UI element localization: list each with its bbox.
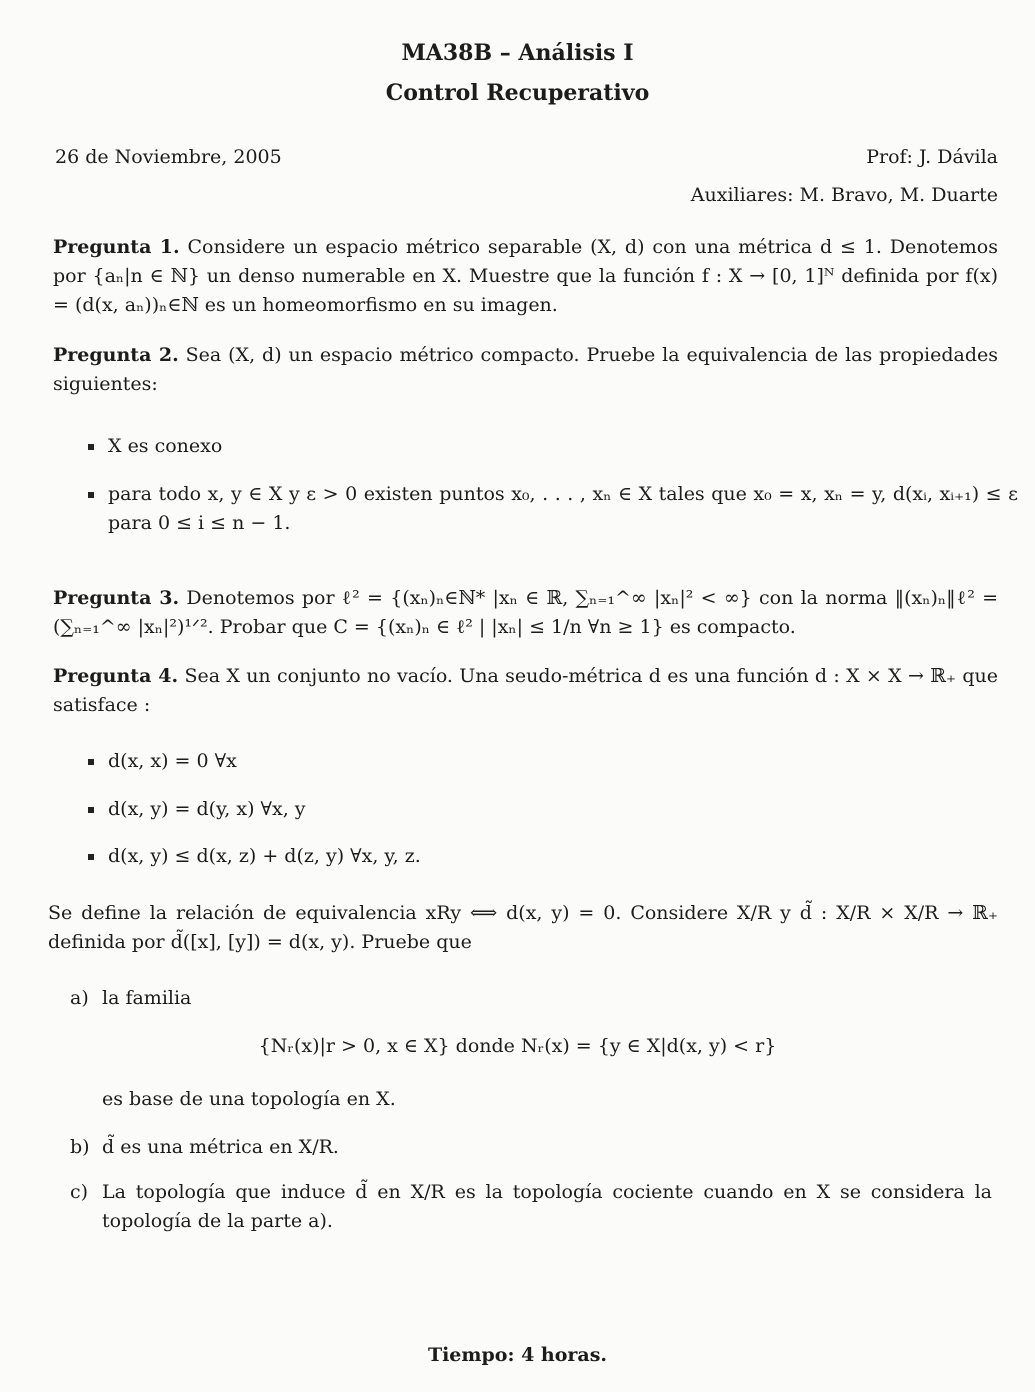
question-3-label: Pregunta 3. [53, 587, 180, 609]
part-a-continuation-text: es base de una topología en X. [102, 1088, 396, 1110]
part-b-text: d̃ es una métrica en X/R. [102, 1136, 339, 1158]
question-4-bullet: d(x, y) ≤ d(x, z) + d(z, y) ∀x, y, z. [88, 842, 1018, 871]
assistants: Auxiliares: M. Bravo, M. Duarte [690, 184, 998, 206]
part-a-text: la familia [102, 987, 192, 1009]
neighborhood-formula: {Nᵣ(x)|r > 0, x ∈ X} donde Nᵣ(x) = {y ∈ X|d(x, y) < r} [258, 1035, 777, 1057]
professor: Prof: J. Dávila [866, 146, 998, 168]
question-4-bullet: d(x, x) = 0 ∀x [88, 747, 1018, 776]
question-2-bullet: para todo x, y ∈ X y ε > 0 existen puntos x₀, . . . , xₙ ∈ X tales que x₀ = x, xₙ = y, d(xᵢ, xᵢ₊₁) ≤ ε para 0 ≤ i ≤ n − 1. [88, 480, 1018, 538]
question-1-label: Pregunta 1. [53, 236, 180, 258]
question-3 [53, 584, 998, 642]
question-1-text: Considere un espacio métrico separable (X, d) con una métrica d ≤ 1. Denotemos por {aₙ|n ∈ ℕ} un denso numerable en X. Muestre que la función f : X → [0, 1]ᴺ definida por f(x) = (d(x, aₙ))ₙ∈ℕ es un homeomorfismo en su imagen. [53, 236, 998, 316]
question-2-label: Pregunta 2. [53, 344, 179, 366]
question-4-label: Pregunta 4. [53, 665, 179, 687]
question-4-bullet: d(x, y) = d(y, x) ∀x, y [88, 795, 1018, 824]
question-3-text: Denotemos por ℓ² = {(xₙ)ₙ∈ℕ* |xₙ ∈ ℝ, ∑ₙ₌₁^∞ |xₙ|² < ∞} con la norma ‖(xₙ)ₙ‖ℓ² = (∑ₙ₌₁^∞ |xₙ|²)¹ᐟ². Probar que C = {(xₙ)ₙ ∈ ℓ² | |xₙ| ≤ 1/n ∀n ≥ 1} es compacto. [53, 587, 999, 638]
question-2 [53, 341, 998, 399]
time-limit: Tiempo: 4 horas. [427, 1344, 608, 1366]
part-c-text: La topología que induce d̃ en X/R es la topología cociente cuando en X se considera la topología de la parte a). [102, 1181, 992, 1232]
part-c-label: c) [70, 1181, 89, 1203]
course-title: MA38B – Análisis I [401, 40, 634, 66]
question-4-text: Sea X un conjunto no vacío. Una seudo-métrica d es una función d : X × X → ℝ₊ que satisface : [53, 665, 999, 716]
part-b-label: b) [70, 1136, 90, 1158]
question-1 [53, 233, 998, 320]
question-2-text: Sea (X, d) un espacio métrico compacto. Pruebe la equivalencia de las propiedades siguientes: [53, 344, 998, 395]
question-2-bullet: X es conexo [88, 432, 1018, 461]
equivalence-definition: Se define la relación de equivalencia xRy ⟺ d(x, y) = 0. Considere X/R y d̃ : X/R × X/R → ℝ₊ definida por d̃([x], [y]) = d(x, y). Pruebe que [48, 902, 998, 953]
exam-date: 26 de Noviembre, 2005 [55, 146, 282, 168]
part-a-label: a) [70, 987, 89, 1009]
question-4 [53, 662, 998, 720]
exam-title: Control Recuperativo [385, 80, 650, 106]
